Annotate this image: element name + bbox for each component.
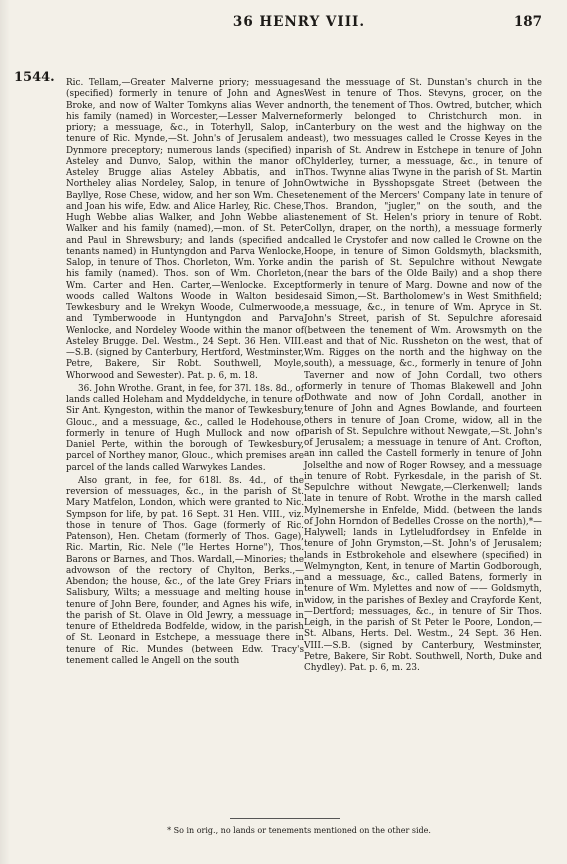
left-paragraph-3: Also grant, in fee, for 618l. 8s. 4d., of the reversion of messuages, &c., in the parish of St. Mary Matfelon, London, which were granted to Nic. Sympson for life, by pat. 16 Sept. 31 Hen. VIII., viz. those in tenure of Thos. Gage (formerly of Ric. Patenson), Hen. Chetam (formerly of Thos. Gage), Ric. Martin, Ric. Nele ("le Hertes Horne"), Thos. Barons or Barnes, and Thos. Wardall,—Minories; the advowson of the rectory of Chylton, Berks.,—Abendon; the house, &c., of the late Grey Friars in Salisbury, Wilts; a messuage and melting house in tenure of John Bere, founder, and Agnes his wife, in the parish of St. Olave in Old Jewry, a messuage in tenure of Etheldreda Bodfelde, widow, in the parish of St. Leonard in Estchepe, a messuage there in tenure of Ric. Mundes (between Edw. Tracy's tenement called le Angell on the south (66, 475, 304, 666)
right-column (304, 78, 542, 674)
running-header (56, 14, 542, 36)
right-paragraph-1: and the messuage of St. Dunstan's church in the West in tenure of Thos. Stevyns, grocer, on the north, the tenement of Thos. Owtred, butcher, which formerly belonged to Christchurch mon. in Canterbury on the west and the highway on the east), two messuages called le Crosse Keyes in the parish of St. Andrew in Estchepe in tenure of John Chylderley, turner, a messuage, &c., in tenure of Thos. Twynne alias Twyne in the parish of St. Martin Owtwiche in Bysshopsgate Street (between the tenement of the Mercers' Company late in tenure of Thos. Brandon, "jugler," on the south, and the tenement of St. Helen's priory in tenure of Robt. Collyn, draper, on the north), a messuage formerly called le Crystofer and now called le Crowne on the Hoope, in tenure of Simon Goldsmyth, blacksmith, in the parish of St. Sepulchre without Newgate (near the bars of the Olde Baily) and a shop there formerly in tenure of Marg. Downe and now of the said Simon,—St. Bartholomew's in West Smithfield; a messuage, &c., in tenure of Wm. Apryce in St. John's Street, parish of St. Sepulchre aforesaid (between the tenement of Wm. Arowsmyth on the east and that of Nic. Russheton on the west, that of Wm. Rigges on the north and the highway on the south), a messuage, &c., formerly in tenure of John Taverner and now of John Cordall, two others formerly in tenure of Thomas Blakewell and John Dothwate and now of John Cordall, another in tenure of John and Agnes Bowlande, and fourteen others in tenure of Joan Crome, widow, all in the parish of St. Sepulchre without Newgate,—St. John's of Jerusalem; a messuage in tenure of Ant. Crofton, an inn called the Castell formerly in tenure of John Jolselthe and now of Roger Rowsey, and a messuage in tenure of Robt. Fyrkesdale, in the parish of St. Sepulchre without Newgate,—Clerkenwell; lands late in tenure of Robt. Wrothe in the marsh called Mylnemershe in Enfelde, Midd. (between the lands of John Horndon of Bedelles Crosse on the north),*—Halywell; lands in Lytleludfordsey in Enfelde in tenure of John Grymston,—St. John's of Jerusalem; lands in Estbrokehole and elsewhere (specified) in Welmyngton, Kent, in tenure of Martin Godborough, and a messuage, &c., called Batens, formerly in tenure of Wm. Mylettes and now of —— Goldsmyth, widow, in the parishes of Bexley and Crayforde Kent,—Dertford; messuages, &c., in tenure of Sir Thos. Leigh, in the parish of St Peter le Poore, London,—St. Albans, Herts. Del. Westm., 24 Sept. 36 Hen. VIII.—S.B. (signed by Canterbury, Westminster, Petre, Bakere, Sir Robt. Southwell, North, Duke and Chydley). Pat. p. 6, m. 23. (304, 78, 542, 673)
left-paragraph-2: 36. John Wrothe. Grant, in fee, for 37l. 18s. 8d., of lands called Holeham and Myddeldyche, in tenure of Sir Ant. Kyngeston, within the manor of Tewkesbury, Glouc., and a messuage, &c., called le Hodehouse, formerly in tenure of Hugh Mullock and now of Daniel Perte, within the borough of Tewkesbury, parcel of Northey manor, Glouc., which premises are parcel of the lands called Warwykes Landes. (66, 383, 304, 473)
footnote: * So in orig., no lands or tenements mentioned on the other side. (167, 826, 431, 835)
reign-title: 36 HENRY VIII. (232, 14, 366, 30)
page-edge-shadow (0, 0, 10, 864)
footnote-divider (230, 818, 340, 819)
left-paragraph-1: Ric. Tellam,—Greater Malverne priory; messuages (specified) formerly in tenure of John and Agnes Broke, and now of Walter Tomkyns alias Wever and his family (named) in Worcester,—Lesser Malverne priory; a messuage, &c., in Toterhyll, Salop, in tenure of Ric. Mynde,—St. John's of Jerusalem and Dynmore preceptory; numerous lands (specified) in Asteley and Dunvo, Salop, within the manor of Asteley Brugge alias Asteley Abbatis, and in Northeley alias Nordeley, Salop, in tenure of John Bayllye, Rose Chese, widow, and her son Wm. Chese and Joan his wife, Edw. and Alice Harley, Ric. Chese, Hugh Webbe alias Walker, and John Webbe alias Walker and his family (named),—mon. of St. Peter and Paul in Shrewsbury; and lands (specified and tenants named) in Huntyngdon and Parva Wenlocke, Salop, in tenure of Thos. Chorleton, Wm. Yorke and his family (named). Thos. son of Wm. Chorleton, Wm. Carter and Hen. Carter,—Wenlocke. Except woods called Waltons Woode in Walton beside Tewkesbury and le Wrekyn Woode, Culmerwoode, and Tymberwoode in Huntyngdon and Parva Wenlocke, and Nordeley Woode within the manor of Asteley Brugge. Del. Westm., 24 Sept. 36 Hen. VIII.—S.B. (signed by Canterbury, Hertford, Westminster, Petre, Bakere, Sir Robt. Southwell, Moyle, Whorwood and Sewester). Pat. p. 6, m. 18. (66, 78, 304, 381)
page-number: 187 (513, 14, 542, 30)
left-column (66, 78, 304, 667)
margin-year: 1544. (14, 70, 55, 85)
